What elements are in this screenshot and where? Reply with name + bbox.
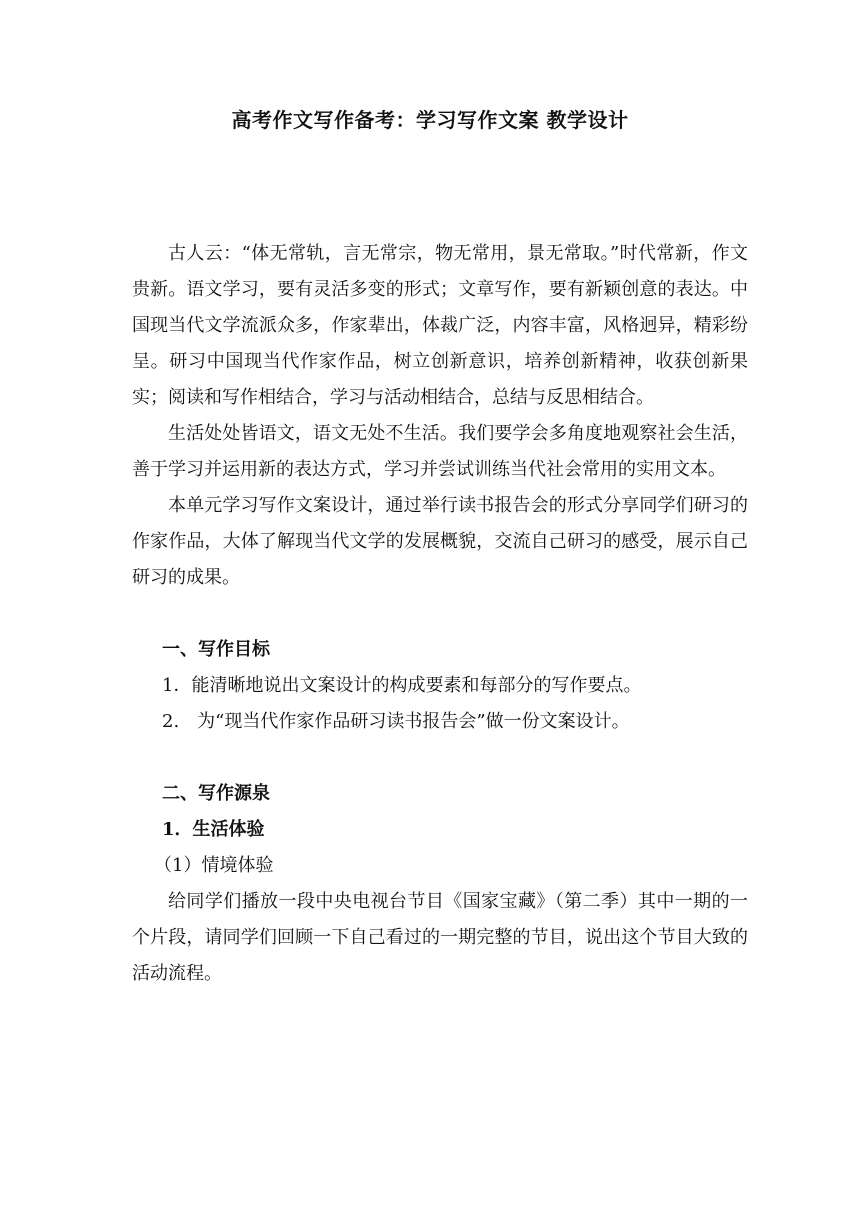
goal-item-2: 2. 为“现当代作家作品研习读书报告会”做一份文案设计。 (162, 711, 630, 732)
intro-paragraph-2: 生活处处皆语文，语文无处不生活。我们要学会多角度地观察社会生活，善于学习并运用新的表达方式，学习并尝试训练当代社会常用的实用文本。 (132, 423, 748, 480)
section-heading-goals: 一、写作目标 (162, 639, 270, 660)
goal-item-1: 1．能清晰地说出文案设计的构成要素和每部分的写作要点。 (162, 675, 642, 696)
section2-paragraph: 给同学们播放一段中央电视台节目《国家宝藏》（第二季）其中一期的一个片段，请同学们回顾一下自己看过的一期完整的节目，说出这个节目大致的活动流程。 (132, 891, 748, 984)
document-title: 高考作文写作备考：学习写作文案 教学设计 (231, 108, 629, 132)
subheading-life-experience: 1．生活体验 (162, 819, 265, 840)
subsubheading-situation: （1）情境体验 (154, 855, 274, 876)
spacer (132, 740, 748, 776)
intro-paragraph-1: 古人云：“体无常轨，言无常宗，物无常用，景无常取。”时代常新，作文贵新。语文学习，要有灵活多变的形式；文章写作，要有新颖创意的表达。中国现当代文学流派众多，作家辈出，体裁广泛，内容丰富，风格迥异，精彩纷呈。研习中国现当代作家作品，树立创新意识，培养创新精神，收获创新果实；阅读和写作相结合，学习与活动相结合，总结与反思相结合。 (132, 243, 748, 408)
section-heading-sources: 二、写作源泉 (162, 783, 270, 804)
document-body (132, 236, 748, 992)
spacer (132, 596, 748, 632)
intro-paragraph-3: 本单元学习写作文案设计，通过举行读书报告会的形式分享同学们研习的作家作品，大体了解现当代文学的发展概貌，交流自己研习的感受，展示自己研习的成果。 (132, 495, 748, 588)
